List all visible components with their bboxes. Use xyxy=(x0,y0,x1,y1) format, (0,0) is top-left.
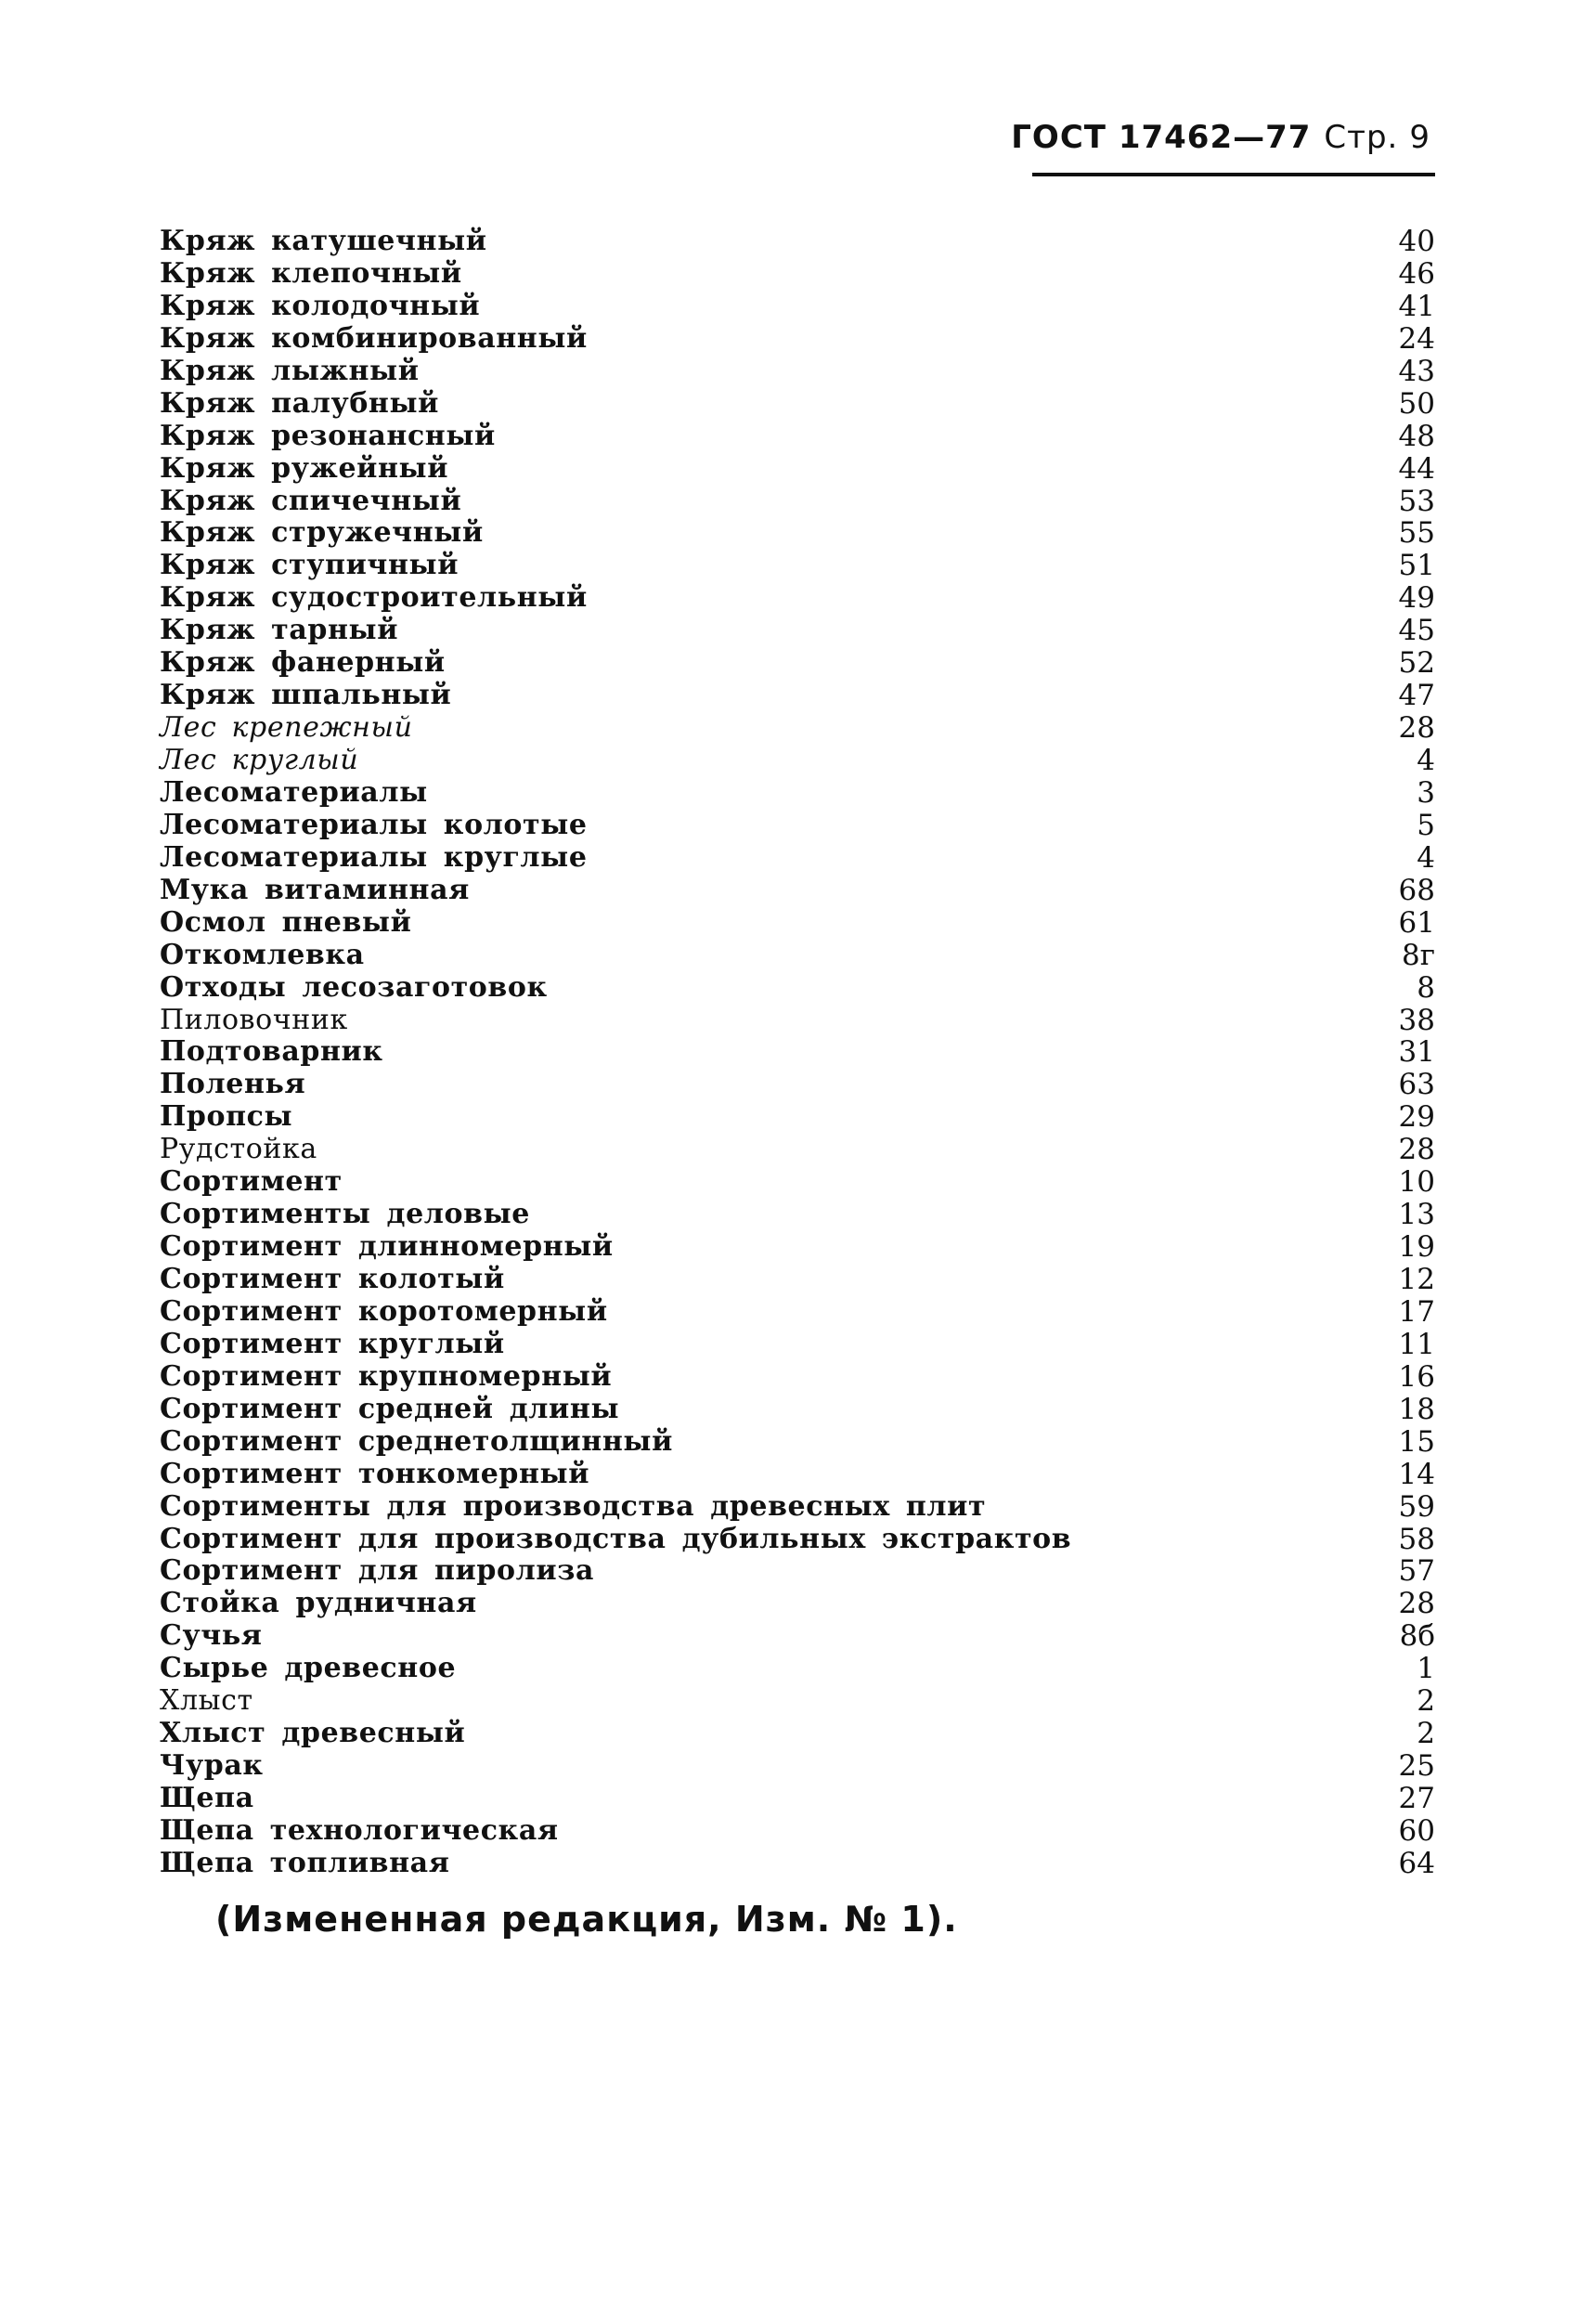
index-entry xyxy=(160,550,1435,582)
index-entry xyxy=(160,777,1435,810)
index-entry xyxy=(160,1524,1435,1556)
index-ref-number: 61 xyxy=(1398,905,1435,940)
index-ref-number: 15 xyxy=(1398,1424,1435,1459)
index-entry xyxy=(160,810,1435,842)
index-entry xyxy=(160,1459,1435,1491)
index-term: Хлыст древесный xyxy=(160,1717,466,1750)
index-term: Сортимент xyxy=(160,1165,343,1199)
index-entry xyxy=(160,1783,1435,1815)
index-term: Кряж клепочный xyxy=(160,256,462,290)
index-ref-number: 4 xyxy=(1417,744,1435,777)
index-term: Кряж фанерный xyxy=(160,646,446,680)
index-entry xyxy=(160,1005,1435,1037)
index-entry xyxy=(160,1101,1435,1134)
index-ref-number: 24 xyxy=(1398,321,1435,356)
index-ref-number: 29 xyxy=(1398,1100,1435,1135)
index-term: Сучья xyxy=(160,1619,263,1653)
index-term: Откомлевка xyxy=(160,938,365,971)
index-ref-number: 12 xyxy=(1398,1263,1435,1296)
index-term: Сортимент длинномерный xyxy=(160,1230,614,1264)
index-term: Сортимент тонкомерный xyxy=(160,1457,590,1490)
index-term: Щепа топливная xyxy=(160,1846,450,1879)
index-ref-number: 8 xyxy=(1417,970,1435,1005)
index-entry xyxy=(160,680,1435,712)
index-ref-number: 17 xyxy=(1398,1294,1435,1329)
index-ref-number: 28 xyxy=(1398,1133,1435,1167)
index-term: Кряж катушечный xyxy=(160,225,487,257)
index-ref-number: 2 xyxy=(1417,1684,1435,1719)
index-entry xyxy=(160,1620,1435,1653)
index-ref-number: 60 xyxy=(1398,1813,1435,1848)
index-term: Кряж стружечный xyxy=(160,516,484,550)
index-ref-number: 59 xyxy=(1398,1489,1435,1524)
index-ref-number: 64 xyxy=(1398,1846,1435,1880)
index-term: Сортимент крупномерный xyxy=(160,1359,613,1393)
index-term: Стойка рудничная xyxy=(160,1587,477,1620)
index-term: Кряж судостроительный xyxy=(160,581,588,615)
index-term: Лес крепежный xyxy=(160,711,413,745)
index-entry xyxy=(160,517,1435,550)
index-term: Лесоматериалы круглые xyxy=(160,840,588,874)
index-ref-number: 27 xyxy=(1398,1782,1435,1815)
index-term: Кряж резонансный xyxy=(160,419,496,452)
term-index-list xyxy=(160,226,1435,1880)
index-ref-number: 50 xyxy=(1398,386,1435,421)
index-entry xyxy=(160,1069,1435,1101)
index-ref-number: 48 xyxy=(1398,419,1435,453)
index-entry xyxy=(160,1848,1435,1880)
index-ref-number: 57 xyxy=(1398,1554,1435,1589)
index-entry xyxy=(160,907,1435,940)
index-entry xyxy=(160,258,1435,291)
index-entry xyxy=(160,1231,1435,1264)
index-ref-number: 28 xyxy=(1398,711,1435,746)
index-term: Чурак xyxy=(160,1749,264,1783)
index-term: Сортимент для производства дубильных экстрактов xyxy=(160,1522,1072,1555)
index-ref-number: 44 xyxy=(1398,451,1435,486)
index-entry xyxy=(160,356,1435,388)
index-ref-number: 31 xyxy=(1398,1035,1435,1070)
index-term: Сырье древесное xyxy=(160,1652,457,1685)
index-entry xyxy=(160,1750,1435,1783)
index-term: Кряж ступичный xyxy=(160,549,459,582)
page-number: 9 xyxy=(1409,119,1430,156)
index-ref-number: 25 xyxy=(1398,1749,1435,1784)
index-entry xyxy=(160,1685,1435,1718)
index-ref-number: 47 xyxy=(1398,679,1435,713)
header-rule xyxy=(1032,173,1435,176)
index-term: Рудстойка xyxy=(160,1133,317,1166)
index-ref-number: 52 xyxy=(1398,646,1435,681)
index-term: Сортимент колотый xyxy=(160,1263,505,1295)
standard-title: ГОСТ 17462—77 xyxy=(1011,119,1312,156)
index-ref-number: 49 xyxy=(1398,581,1435,616)
index-term: Хлыст xyxy=(160,1684,253,1718)
index-entry xyxy=(160,226,1435,258)
amendment-note: (Измененная редакция, Изм. № 1). xyxy=(215,1899,958,1940)
index-entry xyxy=(160,940,1435,972)
index-ref-number: 55 xyxy=(1398,516,1435,551)
index-term: Кряж лыжный xyxy=(160,354,420,387)
index-entry xyxy=(160,712,1435,745)
index-term: Кряж тарный xyxy=(160,614,399,647)
index-ref-number: 18 xyxy=(1398,1392,1435,1426)
index-entry xyxy=(160,421,1435,453)
index-ref-number: 13 xyxy=(1398,1198,1435,1232)
page-header xyxy=(1011,119,1430,156)
index-ref-number: 4 xyxy=(1417,840,1435,875)
index-term: Лес круглый xyxy=(160,744,359,776)
index-ref-number: 58 xyxy=(1398,1522,1435,1556)
index-ref-number: 5 xyxy=(1417,808,1435,842)
index-term: Сортимент для пиролиза xyxy=(160,1554,594,1588)
index-ref-number: 11 xyxy=(1398,1327,1435,1361)
index-ref-number: 43 xyxy=(1398,354,1435,388)
index-term: Сортимент среднетолщинный xyxy=(160,1424,673,1458)
index-term: Отходы лесозаготовок xyxy=(160,970,548,1004)
index-term: Сортимент круглый xyxy=(160,1327,505,1360)
index-entry xyxy=(160,1329,1435,1361)
index-term: Пиловочник xyxy=(160,1003,348,1036)
index-entry xyxy=(160,291,1435,323)
index-term: Лесоматериалы колотые xyxy=(160,808,588,841)
index-ref-number: 28 xyxy=(1398,1587,1435,1621)
index-term: Сортимент средней длины xyxy=(160,1392,620,1425)
index-entry xyxy=(160,486,1435,518)
index-ref-number: 2 xyxy=(1417,1717,1435,1751)
index-term: Кряж палубный xyxy=(160,386,440,420)
index-entry xyxy=(160,1036,1435,1069)
index-ref-number: 45 xyxy=(1398,614,1435,648)
index-ref-number: 68 xyxy=(1398,873,1435,907)
index-term: Лесоматериалы xyxy=(160,775,428,809)
index-ref-number: 8б xyxy=(1399,1619,1435,1654)
index-ref-number: 41 xyxy=(1398,289,1435,323)
index-entry xyxy=(160,1361,1435,1394)
index-entry xyxy=(160,582,1435,615)
index-term: Сортименты деловые xyxy=(160,1198,530,1231)
index-entry xyxy=(160,1426,1435,1459)
index-term: Щепа технологическая xyxy=(160,1813,559,1847)
index-entry xyxy=(160,745,1435,777)
index-entry xyxy=(160,647,1435,680)
index-entry xyxy=(160,1394,1435,1426)
index-term: Подтоварник xyxy=(160,1035,383,1069)
index-entry xyxy=(160,1718,1435,1750)
index-entry xyxy=(160,1296,1435,1329)
index-term: Кряж шпальный xyxy=(160,679,452,712)
index-entry xyxy=(160,453,1435,486)
index-ref-number: 10 xyxy=(1398,1165,1435,1200)
index-entry xyxy=(160,1264,1435,1296)
index-term: Кряж ружейный xyxy=(160,451,449,485)
index-ref-number: 46 xyxy=(1398,256,1435,291)
index-entry xyxy=(160,1199,1435,1231)
index-entry xyxy=(160,1555,1435,1588)
index-ref-number: 63 xyxy=(1398,1068,1435,1102)
index-term: Кряж спичечный xyxy=(160,484,462,517)
index-entry xyxy=(160,842,1435,875)
index-ref-number: 16 xyxy=(1398,1359,1435,1394)
index-ref-number: 51 xyxy=(1398,549,1435,583)
index-entry xyxy=(160,615,1435,647)
index-ref-number: 1 xyxy=(1417,1652,1435,1686)
index-ref-number: 19 xyxy=(1398,1230,1435,1265)
index-term: Сортименты для производства древесных плит xyxy=(160,1489,987,1523)
index-ref-number: 3 xyxy=(1417,775,1435,810)
index-entry xyxy=(160,1491,1435,1524)
index-ref-number: 53 xyxy=(1398,484,1435,518)
index-entry xyxy=(160,388,1435,421)
index-term: Кряж комбинированный xyxy=(160,321,588,355)
index-term: Мука витаминная xyxy=(160,873,470,906)
index-term: Щепа xyxy=(160,1782,254,1814)
index-ref-number: 40 xyxy=(1398,225,1435,258)
index-ref-number: 8г xyxy=(1402,938,1435,972)
index-entry xyxy=(160,875,1435,907)
index-entry xyxy=(160,1653,1435,1685)
index-entry xyxy=(160,972,1435,1005)
index-term: Кряж колодочный xyxy=(160,289,481,322)
index-entry xyxy=(160,1166,1435,1199)
index-ref-number: 14 xyxy=(1398,1457,1435,1491)
index-entry xyxy=(160,1815,1435,1848)
index-ref-number: 38 xyxy=(1398,1003,1435,1037)
index-entry xyxy=(160,323,1435,356)
page-label: Стр. xyxy=(1324,119,1399,156)
index-entry xyxy=(160,1134,1435,1166)
index-term: Осмол пневый xyxy=(160,905,412,939)
index-entry xyxy=(160,1588,1435,1620)
index-term: Поленья xyxy=(160,1068,306,1101)
index-term: Сортимент коротомерный xyxy=(160,1294,608,1328)
index-term: Пропсы xyxy=(160,1100,293,1134)
